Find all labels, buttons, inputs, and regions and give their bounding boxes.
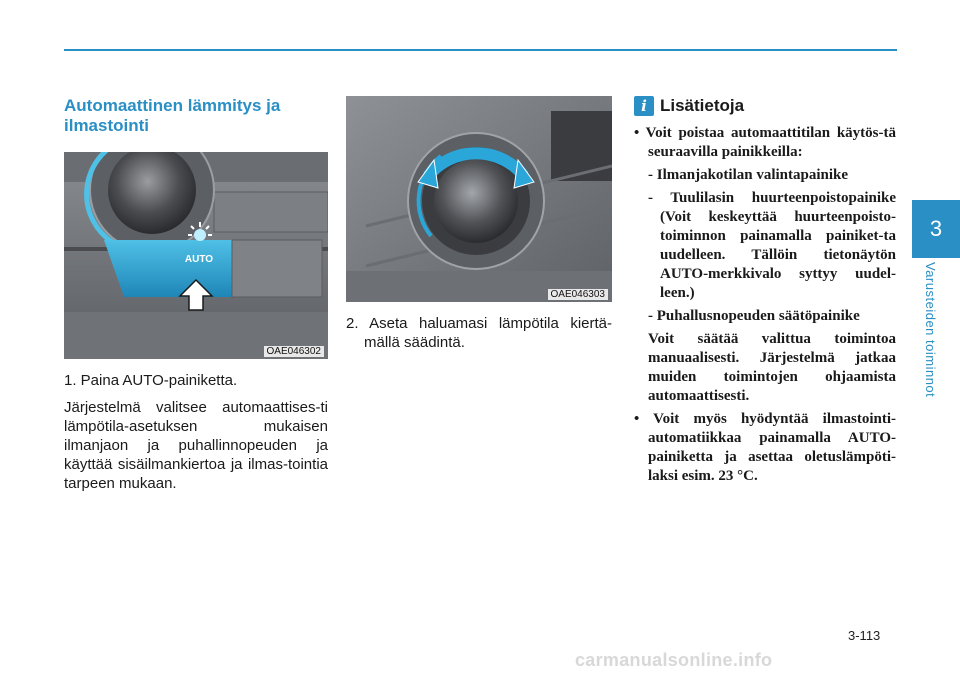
page-number: 3-113 <box>848 628 881 643</box>
info-dash-2: - Tuulilasin huurteenpoistopainike (Voit keskeyttää huurteenpoisto-toiminnon painamalla painiket-ta uudelleen. Tällöin tietonäytön AUTO-merkkivalo syttyy uudel-leen.) <box>648 190 896 301</box>
info-header <box>634 96 896 116</box>
chapter-label: Varusteiden toiminnot <box>923 262 938 398</box>
step-1-description: Järjestelmä valitsee automaattises-ti lämpötila-asetuksen mukaisen ilmanjaon ja puhallinnopeuden ja käyttää sisäilmankiertoa ja ilmas-tointia tarpeen mukaan. <box>64 399 328 492</box>
column-middle <box>346 96 612 352</box>
footer-watermark: carmanualsonline.info <box>575 650 773 670</box>
step-2: 2. Aseta haluamasi lämpötila kiertä-mällä säädintä. <box>346 315 612 351</box>
auto-button-illustration <box>64 152 328 359</box>
info-bullet-2: • Voit myös hyödyntää ilmastointi-automatiikkaa painamalla AUTO-painiketta ja asettaa oletuslämpöti-laksi esim. 23 °C. <box>634 411 896 484</box>
column-right <box>634 96 896 490</box>
temp-knob-illustration <box>346 96 612 302</box>
section-heading: Automaattinen lämmitys ja ilmastointi <box>64 96 281 135</box>
info-dash-3: - Puhallusnopeuden säätöpainike <box>648 308 860 324</box>
figure-auto-button <box>64 152 328 359</box>
chapter-tab[interactable] <box>912 200 960 258</box>
figure-code: OAE046302 <box>264 346 325 357</box>
figure-code: OAE046303 <box>548 289 609 300</box>
info-title: Lisätietoja <box>660 96 745 115</box>
auto-button-label: AUTO <box>184 254 214 265</box>
chapter-number: 3 <box>929 216 943 241</box>
info-dash-1: - Ilmanjakotilan valintapainike <box>648 167 849 183</box>
top-rule <box>64 49 897 51</box>
info-sub-text: Voit säätää valittua toimintoa manuaalisesti. Järjestelmä jatkaa muiden toimintojen ohjaamista automaattisesti. <box>648 331 896 404</box>
step-1: 1. Paina AUTO-painiketta. <box>64 372 238 389</box>
figure-temp-knob <box>346 96 612 302</box>
column-left <box>64 96 328 493</box>
info-bullet-1: • Voit poistaa automaattitilan käytös-tä seuraavilla painikkeilla: <box>634 125 896 160</box>
info-icon: i <box>634 96 654 116</box>
